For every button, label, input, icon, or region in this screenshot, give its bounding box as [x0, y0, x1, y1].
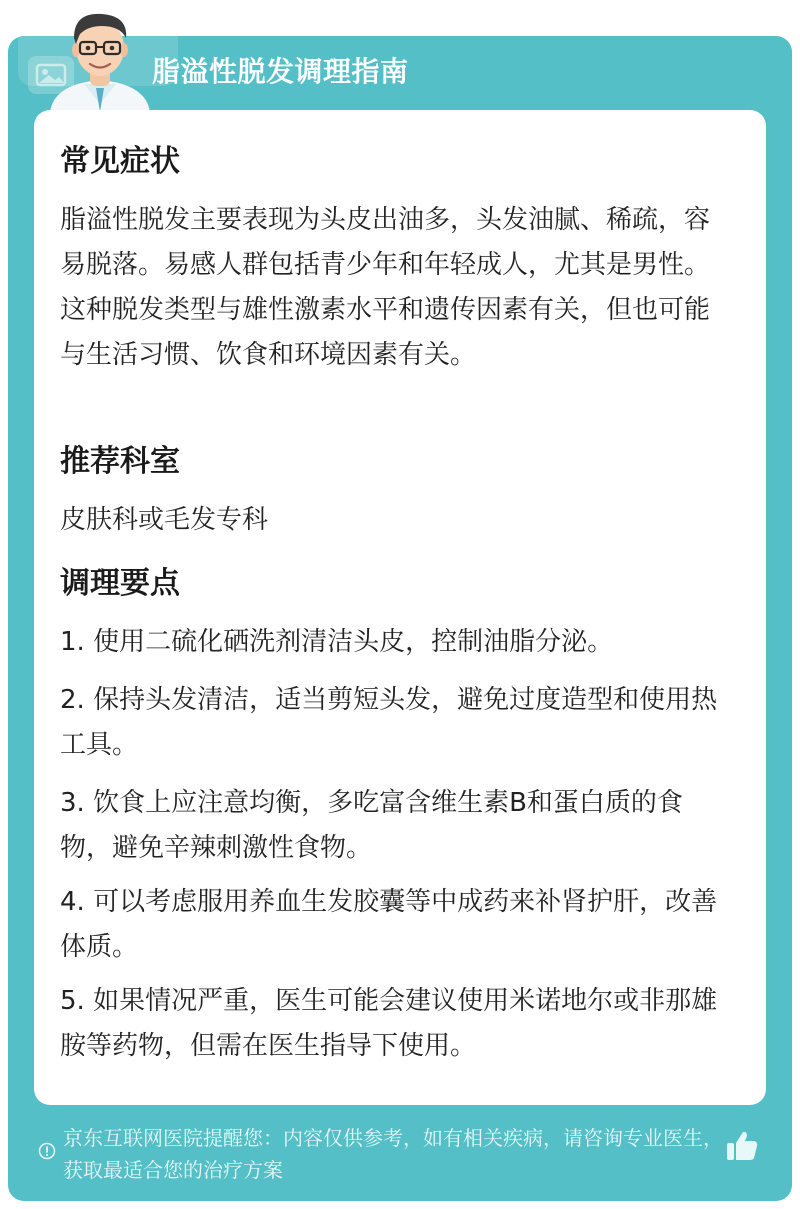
care-heading: 调理要点	[60, 566, 180, 601]
care-item-5: 5. 如果情况严重，医生可能会建议使用米诺地尔或非那雄胺等药物，但需在医生指导下使用。	[60, 986, 718, 1061]
thumbs-up-icon[interactable]	[724, 1128, 760, 1164]
care-item-2: 2. 保持头发清洁，适当剪短头发，避免过度造型和使用热工具。	[60, 685, 718, 760]
symptoms-text: 脂溢性脱发主要表现为头皮出油多，头发油腻、稀疏，容易脱落。易感人群包括青少年和年轻成人，尤其是男性。这种脱发类型与雄性激素水平和遗传因素有关，但也可能与生活习惯、饮食和环境因素有关。	[60, 205, 711, 370]
symptoms-heading: 常见症状	[60, 144, 180, 179]
care-item-1: 1. 使用二硫化硒洗剂清洁头皮，控制油脂分泌。	[60, 627, 614, 657]
page-title: 脂溢性脱发调理指南	[152, 55, 409, 88]
care-item-4: 4. 可以考虑服用养血生发胶囊等中成药来补肾护肝，改善体质。	[60, 887, 718, 962]
info-icon	[38, 1142, 56, 1160]
doctor-avatar	[44, 4, 156, 112]
care-item-3: 3. 饮食上应注意均衡，多吃富含维生素B和蛋白质的食物，避免辛辣刺激性食物。	[60, 788, 683, 863]
department-text: 皮肤科或毛发专科	[60, 505, 269, 535]
department-heading: 推荐科室	[60, 444, 180, 479]
disclaimer-text: 京东互联网医院提醒您：内容仅供参考，如有相关疾病，请咨询专业医生，获取最适合您的治疗方案	[63, 1126, 723, 1182]
content-card	[34, 110, 766, 1105]
